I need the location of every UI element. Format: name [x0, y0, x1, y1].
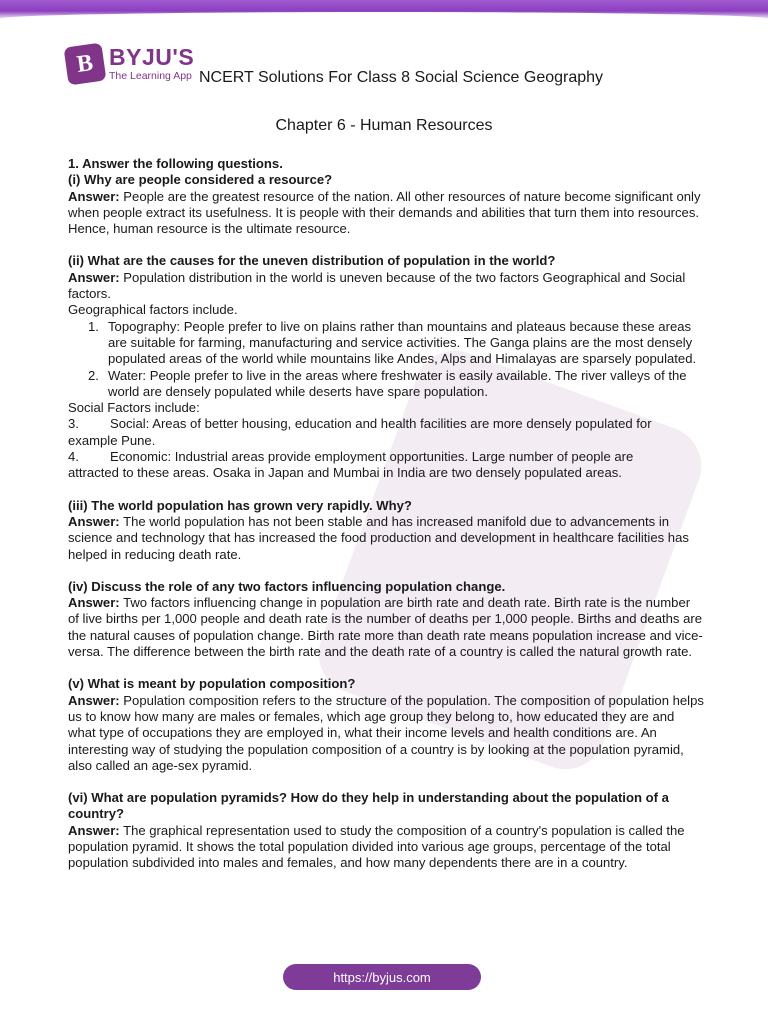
answer-2-text: Population distribution in the world is uneven because of the two factors Geographical and Social factors. [68, 269, 686, 302]
logo-tagline: The Learning App [109, 70, 192, 83]
document-content [68, 156, 704, 872]
section-heading: 1. Answer the following questions. [68, 156, 283, 171]
answer-3 [68, 514, 704, 563]
question-1: (i) Why are people considered a resource? [68, 172, 333, 188]
answer-label: Answer: [68, 188, 120, 204]
question-2: (ii) What are the causes for the uneven distribution of population in the world? [68, 253, 556, 269]
answer-6 [68, 823, 704, 872]
answer-label: Answer: [68, 822, 120, 838]
answer-4-text: Two factors influencing change in population are birth rate and death rate. Birth rate is the number of live births per 1,000 people and death rate is the number of deaths per 1,000 people. Births and deaths are the natural causes of population change. Birth rate more than death rate means population increase and vice-versa. The difference between the birth rate and the death rate of a country is called the natural growth rate. [68, 595, 703, 660]
footer-url-link[interactable]: https://byjus.com [283, 964, 481, 990]
social-factors-intro: Social Factors include: [68, 400, 200, 416]
answer-5 [68, 693, 704, 774]
answer-3-text: The world population has not been stable and has increased manifold due to advancements in science and technology that has increased the food production and development in healthcare facilities has helped in reducing death rate. [68, 513, 689, 562]
answer-2 [68, 270, 704, 303]
question-4: (iv) Discuss the role of any two factors influencing population change. [68, 578, 506, 594]
list-item: 1. Topography: People prefer to live on plains rather than mountains and plateaus because these areas are suitable for farming, manufacturing and service activities. The Ganga plains are the most densely populated areas of the world while mountains like Andes, Alps and Himalayas are sparsely populated. [88, 318, 697, 367]
answer-6-text: The graphical representation used to study the composition of a country's population is called the population pyramid. It shows the total population divided into various age groups, percentage of the total population subdivided into males and females, and how many dependents there are in a country. [68, 822, 685, 871]
answer-1 [68, 189, 704, 238]
answer-4 [68, 595, 704, 660]
byjus-logo [66, 43, 194, 85]
social-factor-item: 4. Economic: Industrial areas provide employment opportunities. Large number of people are attracted to these areas. Osaka in Japan and Mumbai in India are two densely populated areas. [68, 449, 634, 481]
geographical-factors-intro: Geographical factors include. [68, 302, 238, 318]
list-item: 2. Water: People prefer to live in the areas where freshwater is easily available. The river valleys of the world are densely populated while deserts have spare population. [88, 367, 687, 399]
chapter-title: Chapter 6 - Human Resources [275, 117, 493, 134]
document-title: NCERT Solutions For Class 8 Social Science Geography [199, 69, 604, 86]
question-6: (vi) What are population pyramids? How do they help in understanding about the population of a country? [68, 790, 669, 822]
answer-label: Answer: [68, 269, 120, 285]
top-decorative-bar [0, 0, 768, 20]
logo-mark: B [64, 43, 107, 86]
geographical-factors-list [68, 319, 704, 400]
answer-label: Answer: [68, 513, 120, 529]
answer-5-text: Population composition refers to the structure of the population. The composition of population helps us to know how many are males or females, which age group they belong to, how educated they are and what type of occupations they are employed in, what their income levels and health conditions are. An interesting way of studying the population composition of a country is by looking at the population pyramid, also called an age-sex pyramid. [68, 692, 704, 773]
social-factor-item: 3. Social: Areas of better housing, education and health facilities are more densely populated for example Pune. [68, 416, 652, 448]
answer-label: Answer: [68, 595, 120, 611]
question-5: (v) What is meant by population composition? [68, 676, 356, 692]
answer-1-text: People are the greatest resource of the nation. All other resources of nature become significant only when people extract its usefulness. It is people with their demands and abilities that turn them into resources. Hence, human resource is the ultimate resource. [68, 188, 701, 237]
answer-label: Answer: [68, 692, 120, 708]
logo-name: BYJU'S [109, 44, 195, 71]
question-3: (iii) The world population has grown very rapidly. Why? [68, 497, 412, 513]
